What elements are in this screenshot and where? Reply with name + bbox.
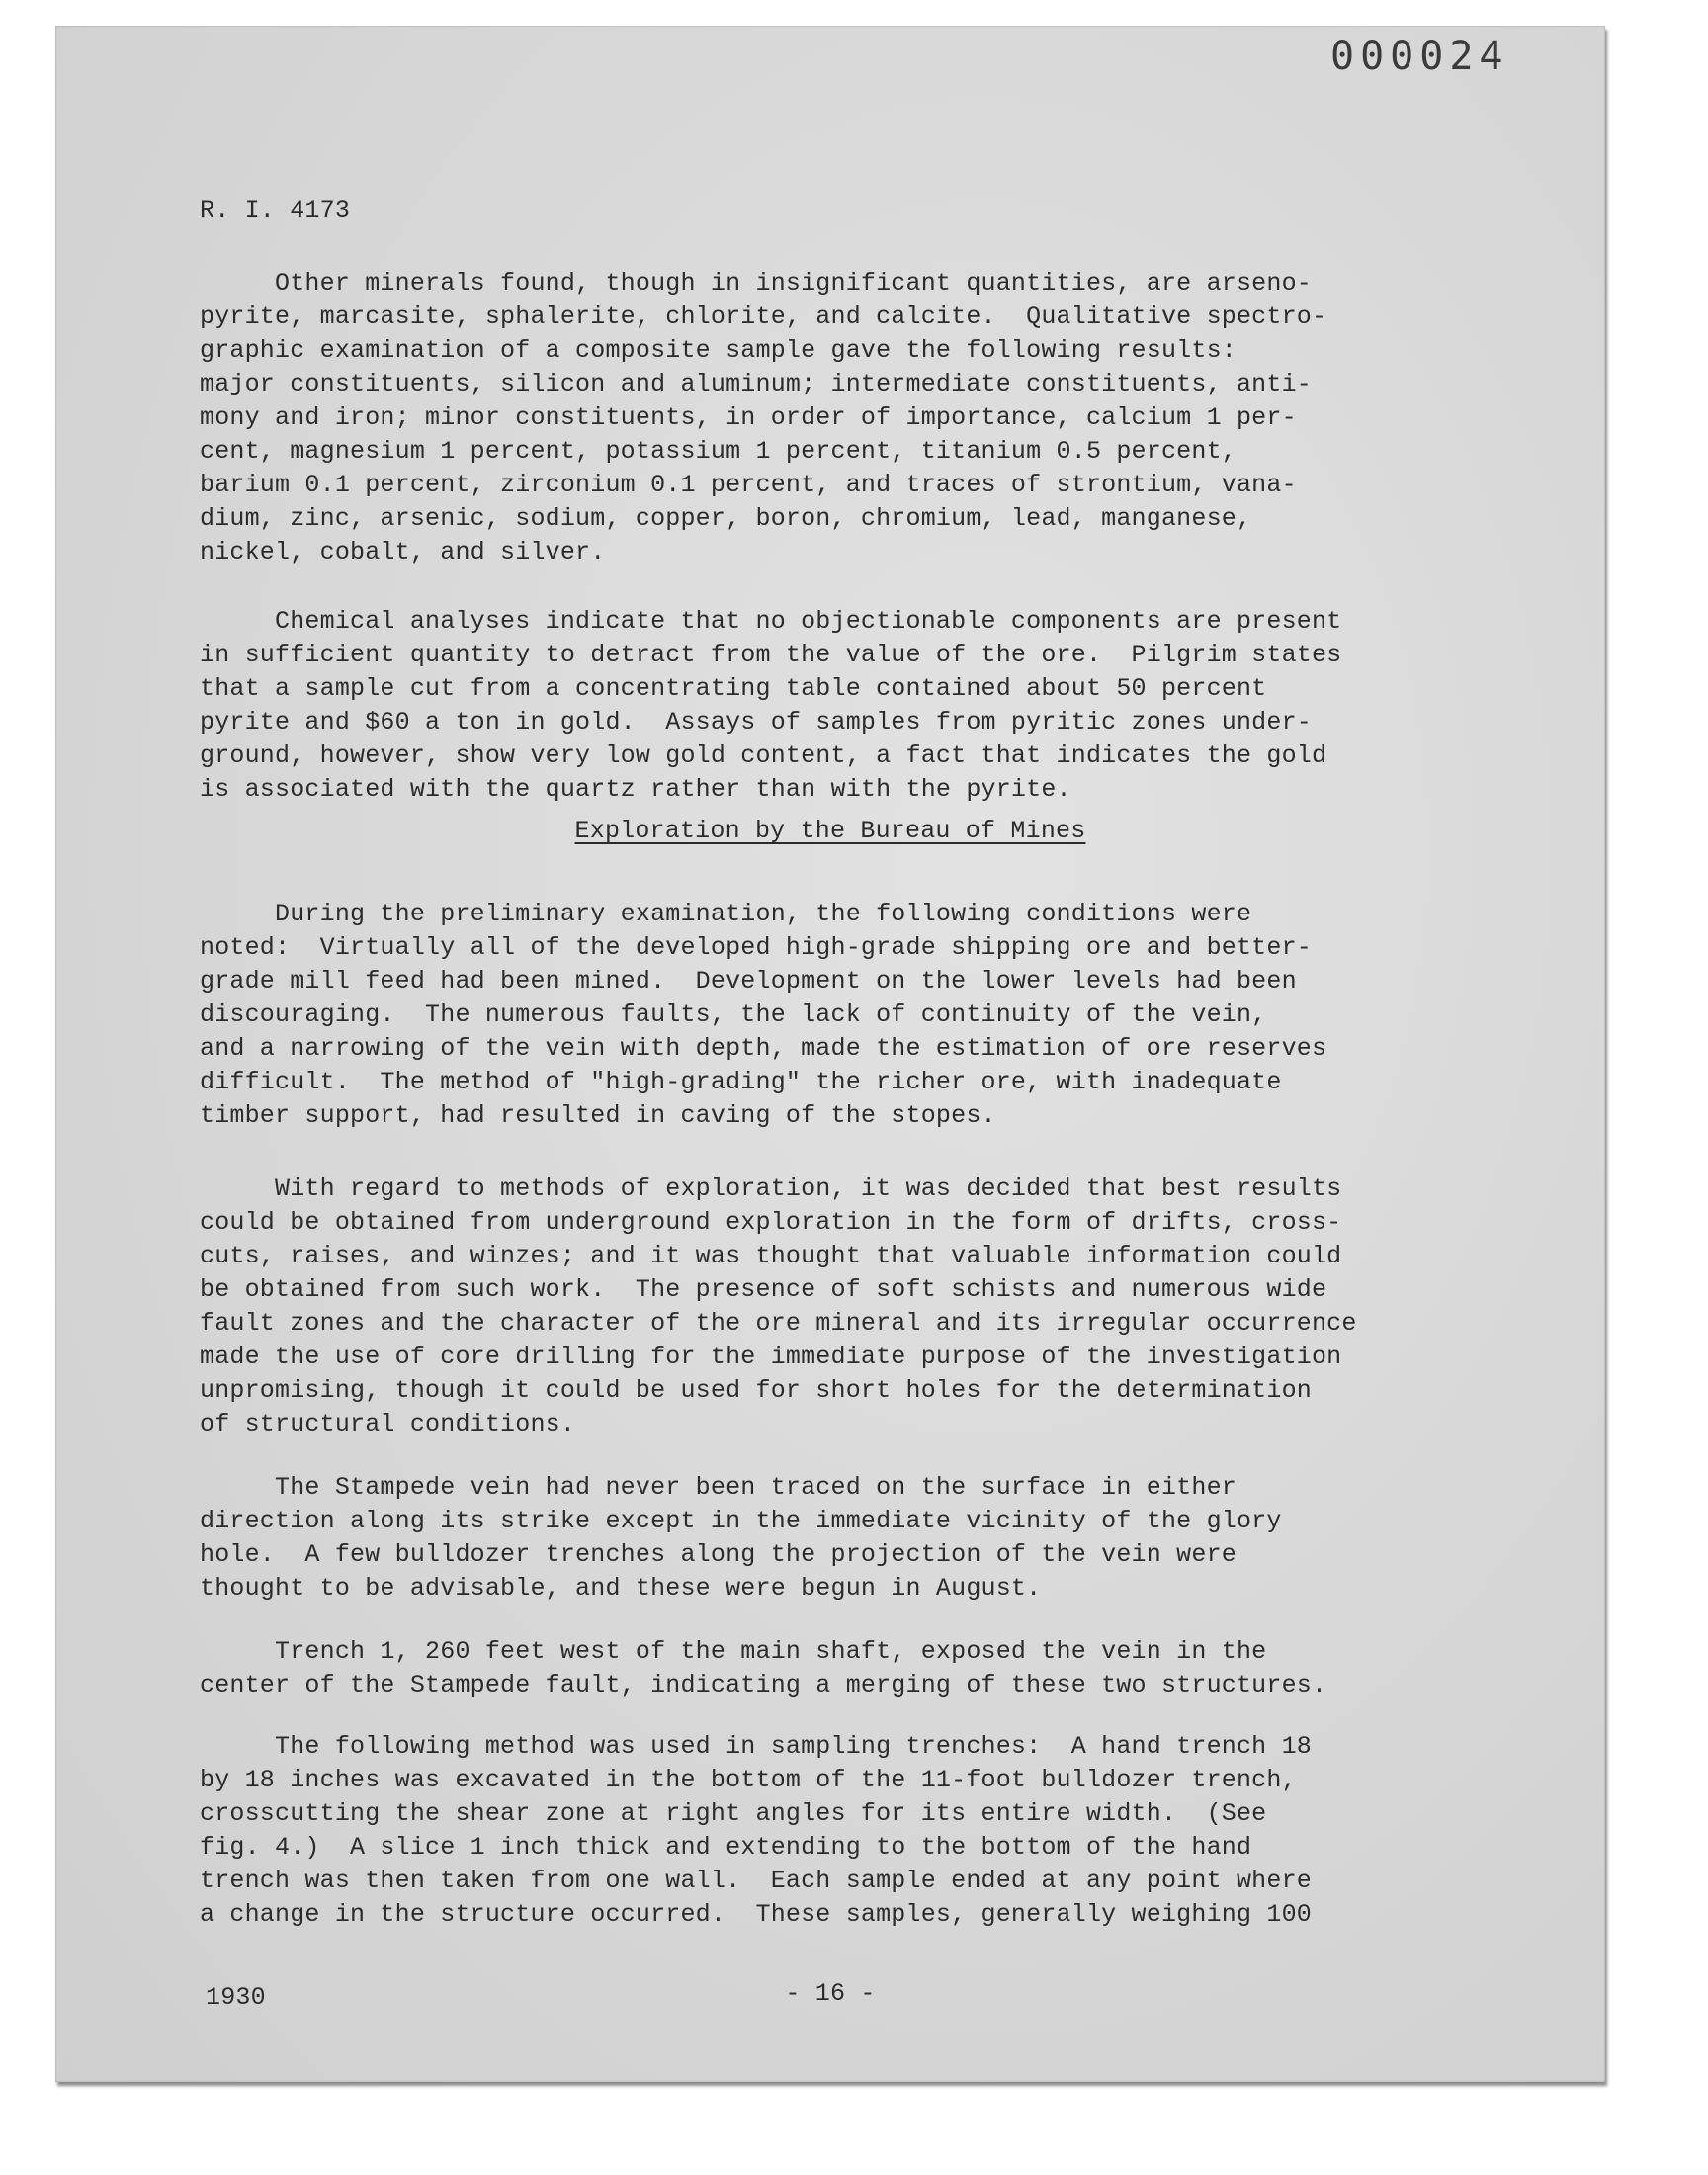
text-line: noted: Virtually all of the developed high-grade shipping ore and better- xyxy=(200,933,1312,962)
text-line: nickel, cobalt, and silver. xyxy=(200,538,606,566)
paragraph-trench-1 xyxy=(200,1635,1524,1702)
text-line: mony and iron; minor constituents, in order of importance, calcium 1 per- xyxy=(200,403,1297,432)
text-line: be obtained from such work. The presence of soft schists and numerous wide xyxy=(200,1275,1327,1304)
document-page xyxy=(55,26,1605,2082)
text-line: During the preliminary examination, the following conditions were xyxy=(200,900,1252,928)
text-line: center of the Stampede fault, indicating a merging of these two structures. xyxy=(200,1671,1327,1699)
text-line: The following method was used in sampling trenches: A hand trench 18 xyxy=(200,1732,1312,1761)
text-line: cuts, raises, and winzes; and it was thought that valuable information could xyxy=(200,1242,1342,1270)
text-line: is associated with the quartz rather than with the pyrite. xyxy=(200,775,1071,804)
text-line: Other minerals found, though in insignificant quantities, are arseno- xyxy=(200,269,1312,298)
text-line: timber support, had resulted in caving of the stopes. xyxy=(200,1101,996,1130)
text-line: discouraging. The numerous faults, the lack of continuity of the vein, xyxy=(200,1000,1267,1029)
text-line: thought to be advisable, and these were begun in August. xyxy=(200,1574,1042,1603)
paragraph-chemical-analyses xyxy=(200,605,1524,807)
text-line: direction along its strike except in the immediate vicinity of the glory xyxy=(200,1507,1282,1535)
text-line: by 18 inches was excavated in the bottom of the 11-foot bulldozer trench, xyxy=(200,1766,1297,1794)
text-line: made the use of core drilling for the immediate purpose of the investigation xyxy=(200,1343,1342,1371)
text-line: in sufficient quantity to detract from the value of the ore. Pilgrim states xyxy=(200,641,1342,669)
footer-code: 1930 xyxy=(206,1983,266,2012)
section-heading xyxy=(55,817,1605,845)
text-line: cent, magnesium 1 percent, potassium 1 percent, titanium 0.5 percent, xyxy=(200,437,1237,466)
text-line: could be obtained from underground exploration in the form of drifts, cross- xyxy=(200,1208,1342,1237)
text-line: crosscutting the shear zone at right angles for its entire width. (See xyxy=(200,1799,1267,1828)
text-line: barium 0.1 percent, zirconium 0.1 percent, and traces of strontium, vana- xyxy=(200,471,1297,499)
text-line: grade mill feed had been mined. Development on the lower levels had been xyxy=(200,967,1297,996)
page-number: - 16 - xyxy=(785,1979,876,2008)
paragraph-methods-of-exploration xyxy=(200,1173,1524,1441)
paragraph-sampling-method xyxy=(200,1730,1524,1932)
section-heading-text: Exploration by the Bureau of Mines xyxy=(574,817,1086,845)
text-line: pyrite, marcasite, sphalerite, chlorite, and calcite. Qualitative spectro- xyxy=(200,303,1327,331)
text-line: difficult. The method of "high-grading" the richer ore, with inadequate xyxy=(200,1068,1282,1096)
paragraph-other-minerals xyxy=(200,267,1524,569)
text-line: and a narrowing of the vein with depth, made the estimation of ore reserves xyxy=(200,1034,1327,1063)
text-line: hole. A few bulldozer trenches along the projection of the vein were xyxy=(200,1540,1237,1569)
text-line: graphic examination of a composite sample gave the following results: xyxy=(200,336,1237,365)
text-line: trench was then taken from one wall. Each sample ended at any point where xyxy=(200,1867,1312,1895)
text-line: major constituents, silicon and aluminum; intermediate constituents, anti- xyxy=(200,370,1312,398)
text-line: of structural conditions. xyxy=(200,1410,576,1438)
text-line: a change in the structure occurred. These samples, generally weighing 100 xyxy=(200,1900,1312,1929)
text-line: With regard to methods of exploration, it was decided that best results xyxy=(200,1174,1342,1203)
text-line: The Stampede vein had never been traced on the surface in either xyxy=(200,1473,1237,1502)
text-line: ground, however, show very low gold content, a fact that indicates the gold xyxy=(200,741,1327,770)
paragraph-preliminary-examination xyxy=(200,898,1524,1133)
text-line: unpromising, though it could be used for short holes for the determination xyxy=(200,1376,1312,1405)
text-line: that a sample cut from a concentrating table contained about 50 percent xyxy=(200,674,1267,703)
text-line: pyrite and $60 a ton in gold. Assays of samples from pyritic zones under- xyxy=(200,708,1312,737)
paragraph-stampede-vein xyxy=(200,1471,1524,1606)
text-line: fig. 4.) A slice 1 inch thick and extending to the bottom of the hand xyxy=(200,1833,1252,1862)
text-line: fault zones and the character of the ore mineral and its irregular occurrence xyxy=(200,1309,1357,1338)
text-line: Trench 1, 260 feet west of the main shaft, exposed the vein in the xyxy=(200,1637,1267,1666)
report-id: R. I. 4173 xyxy=(200,196,351,224)
text-line: dium, zinc, arsenic, sodium, copper, boron, chromium, lead, manganese, xyxy=(200,504,1252,533)
text-line: Chemical analyses indicate that no objectionable components are present xyxy=(200,607,1342,636)
document-number: 000024 xyxy=(1330,34,1509,79)
